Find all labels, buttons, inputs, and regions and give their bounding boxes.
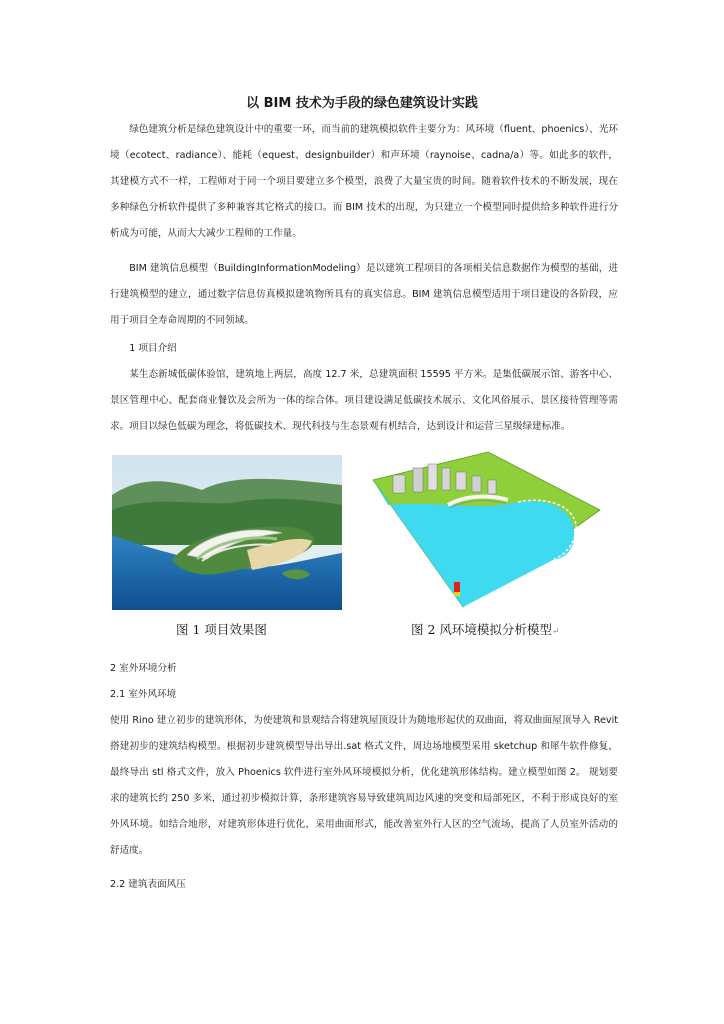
paragraph-intro: 绿色建筑分析是绿色建筑设计中的重要一环，而当前的建筑模拟软件主要分为：风环境（fluent、phoenics）、光环境（ecotect、radiance）、能耗（equest、designbuilder）和声环境（raynoise、cadna/a）等。如此多的软件，其建模方式不一样，工程师对于同一个项目要建立多个模型，浪费了大量宝贵的时间。随着软件技术的不断发展，现在多种绿色分析软件提供了多种兼容其它格式的接口。而 BIM 技术的出现，为只建立一个模型同时提供给多种软件进行分析成为可能，从而大大减少工程师的工作量。 bbox=[110, 124, 618, 239]
paragraph-wind: 使用 Rino 建立初步的建筑形体，为使建筑和景观结合将建筑屋顶设计为随地形起伏的双曲面，将双曲面屋顶导入 Revit 搭建初步的建筑结构模型。根据初步建筑模型导出导出.sat 格式文件，周边场地模型采用 sketchup 和犀牛软件修复，最终导出 stl 格式文件，放入 Phoenics 软件进行室外风环境模拟分析，优化建筑形体结构。建立模型如图 2。 规划要求的建筑长约 250 多米，通过初步模拟计算，条形建筑容易导致建筑周边风速的突变和局部死区，不利于形成良好的室外风环境。如结合地形，对建筑形体进行优化，采用曲面形式，能改善室外行人区的空气流场，提高了人员室外活动的舒适度。 bbox=[110, 715, 618, 856]
wind-model-image bbox=[368, 450, 608, 610]
figure-2-caption-text: 图 2 风环境模拟分析模型 bbox=[411, 622, 552, 637]
figure-1-rendering bbox=[112, 455, 342, 610]
paragraph-bim: BIM 建筑信息模型（BuildingInformationModeling）是以建筑工程项目的各项相关信息数据作为模型的基础，进行建筑模型的建立，通过数字信息仿真模拟建筑物所具有的真实信息。BIM 建筑信息模型适用于项目建设的各阶段，应用于项目全寿命周期的不同领域。 bbox=[110, 263, 618, 326]
figure-1-caption: 图 1 项目效果图 bbox=[176, 622, 267, 637]
heading-outdoor-analysis: 2 室外环境分析 bbox=[110, 663, 177, 674]
paragraph-project: 某生态新城低碳体验馆，建筑地上两层，高度 12.7 米，总建筑面积 15595 平方米。是集低碳展示馆、游客中心、景区管理中心、配套商业餐饮及会所为一体的综合体。项目建设满足低碳技术展示、文化风俗展示、景区接待管理等需求。项目以绿色低碳为理念，将低碳技术、现代科技与生态景观有机结合，达到设计和运营三星级绿建标准。 bbox=[110, 369, 618, 432]
paragraph-mark: ↵ bbox=[551, 627, 560, 637]
figure-2-caption bbox=[411, 622, 559, 640]
figure-2-model bbox=[368, 450, 608, 610]
heading-project-intro: 1 项目介绍 bbox=[129, 343, 177, 354]
project-rendering-image bbox=[112, 455, 342, 610]
page-title: 以 BIM 技术为手段的绿色建筑设计实践 bbox=[246, 96, 478, 111]
heading-outdoor-wind: 2.1 室外风环境 bbox=[110, 689, 177, 700]
heading-surface-wind-pressure: 2.2 建筑表面风压 bbox=[110, 879, 186, 890]
